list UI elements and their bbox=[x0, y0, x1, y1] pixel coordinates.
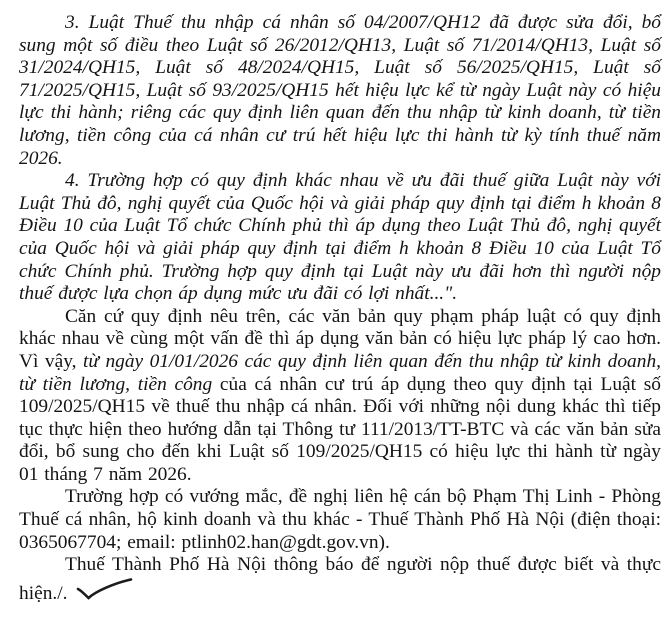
paragraph-legal-basis bbox=[19, 306, 661, 487]
paragraph-closing bbox=[19, 554, 661, 605]
legal-basis-text-normal-2: của cá nhân cư trú áp dụng theo quy định tại Luật số 109/2025/QH15 về thuế thu nhập cá nhân. Đối với những nội dung khác thì tiếp tục thực hiện theo hướng dẫn tại Thông tư 111/2013/TT-BTC và các văn bản sửa đổi, bổ sung cho đến khi Luật số 109/2025/QH15 có hiệu lực thi hành từ ngày 01 tháng 7 năm 2026. bbox=[19, 373, 661, 485]
paragraph-law-clause-3: 3. Luật Thuế thu nhập cá nhân số 04/2007/QH12 đã được sửa đổi, bổ sung một số điều theo Luật số 26/2012/QH13, Luật số 71/2014/QH13, Luật số 31/2024/QH15, Luật số 48/2024/QH15, Luật số 56/2025/QH15, Luật số 71/2025/QH15, Luật số 93/2025/QH15 hết hiệu lực kể từ ngày Luật này có hiệu lực thi hành; riêng các quy định liên quan đến thu nhập từ kinh doanh, từ tiền lương, tiền công của cá nhân cư trú hết hiệu lực thi hành từ kỳ tính thuế năm 2026. bbox=[19, 12, 661, 169]
handwritten-checkmark-icon bbox=[75, 577, 135, 603]
legal-basis-text-normal-1: Căn cứ quy định nêu trên, các văn bản quy phạm pháp luật có quy định khác nhau về cùng một vấn đề thì áp dụng văn bản có hiệu lực pháp lý cao hơn. Vì vậy, bbox=[19, 305, 661, 372]
closing-text: Thuế Thành Phố Hà Nội thông báo để người nộp thuế được biết và thực hiện./. bbox=[19, 554, 661, 604]
legal-basis-text-italic: từ ngày 01/01/2026 các quy định liên quan đến thu nhập từ kinh doanh, từ tiền lương, tiền công bbox=[19, 350, 661, 395]
paragraph-contact-info: Trường hợp có vướng mắc, đề nghị liên hệ cán bộ Phạm Thị Linh - Phòng Thuế cá nhân, hộ kinh doanh và thu khác - Thuế Thành Phố Hà Nội (điện thoại: 0365067704; email: ptlinh02.han@gdt.gov.vn). bbox=[19, 486, 661, 553]
paragraph-law-clause-4: 4. Trường hợp có quy định khác nhau về ưu đãi thuế giữa Luật này với Luật Thủ đô, nghị quyết của Quốc hội và giải pháp quy định tại điểm h khoản 8 Điều 10 của Luật Tổ chức Chính phủ thì áp dụng theo Luật Thủ đô, nghị quyết của Quốc hội và giải pháp quy định tại điểm h khoản 8 Điều 10 của Luật Tổ chức Chính phủ. Trường hợp quy định tại Luật này ưu đãi hơn thì người nộp thuế được lựa chọn áp dụng mức ưu đãi có lợi nhất...". bbox=[19, 170, 661, 305]
